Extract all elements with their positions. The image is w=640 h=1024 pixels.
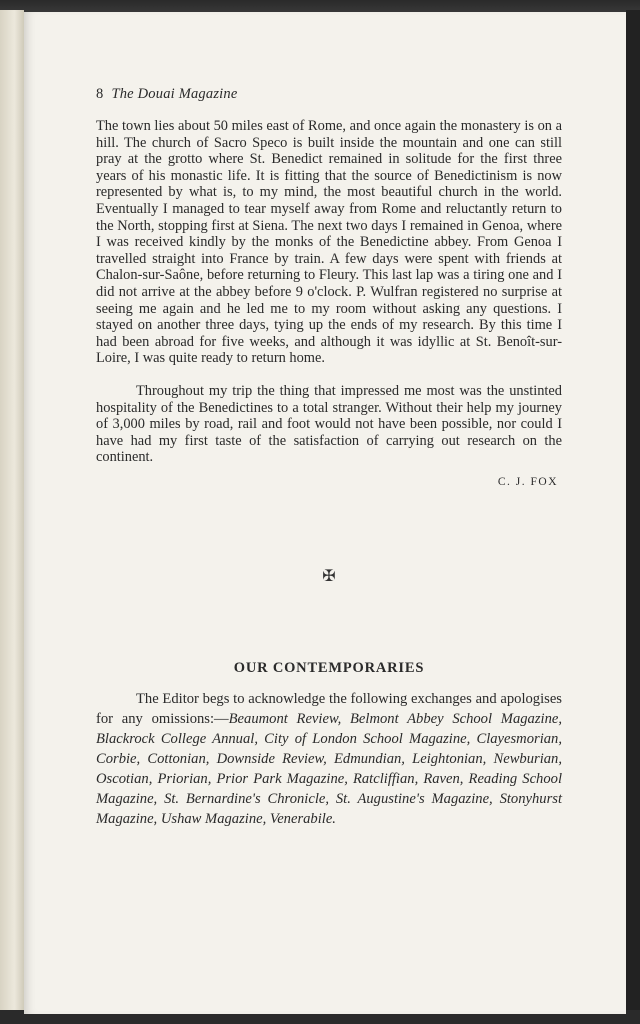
- adjacent-page-edge: [0, 10, 24, 1020]
- article-paragraph-2: Throughout my trip the thing that impressed me most was the unstinted hospitality of the Benedictines to a total stranger. Without their help my journey of 3,000 miles by road, rail and foot would not have been possible, nor could I have had my first taste of the satisfaction of carrying out research on the continent.: [96, 382, 562, 466]
- contemporaries-paragraph: [96, 689, 562, 829]
- article-paragraph-1: The town lies about 50 miles east of Rome, and once again the monastery is on a hill. The church of Sacro Speco is built inside the mountain and one can still pray at the grotto where St. Benedict remained in solitude for the first three years of his monastic life. It is fitting that the source of Benedictinism is now represented by what is, to my mind, the most beautiful church in the world. Eventually I managed to tear myself away from Rome and reluctantly return to the North, stopping first at Siena. The next two days I remained in Genoa, where I was received kindly by the monks of the Benedictine abbey. From Genoa I travelled straight into France by train. A few days were spent with friends at Chalon-sur-Saône, before returning to Fleury. This last lap was a tiring one and I did not arrive at the abbey before 9 o'clock. P. Wulfran registered no surprise at seeing me again and he led me to my room without asking any questions. I stayed on another three days, tying up the ends of my research. By this time I had been abroad for five weeks, and although it was idyllic at St. Benoît-sur-Loire, I was quite ready to return home.: [96, 118, 562, 367]
- contemporaries-intro: The Editor begs to acknowledge the following exchanges and apologises for any omissions:—: [96, 690, 562, 727]
- running-head: [96, 86, 562, 103]
- author-signature: C. J. FOX: [497, 475, 558, 488]
- contemporaries-list: Beaumont Review, Belmont Abbey School Magazine, Blackrock College Annual, City of London School Magazine, Clayesmorian, Corbie, Cottonian, Downside Review, Edmundian, Leightonian, Newburian, Oscotian, Priorian, Prior Park Magazine, Ratcliffian, Raven, Reading School Magazine, St. Bernardine's Chronicle, St. Augustine's Magazine, Stonyhurst Magazine, Ushaw Magazine, Venerabile.: [96, 710, 562, 827]
- paragraph-gap: [96, 367, 562, 383]
- page-number: 8: [96, 86, 104, 102]
- scan-edge-right: [626, 10, 640, 1024]
- section-title: OUR CONTEMPORARIES: [233, 659, 425, 676]
- contemporaries-section: [96, 689, 562, 829]
- magazine-title: The Douai Magazine: [111, 86, 238, 102]
- cross-ornament-icon: ✠: [322, 567, 336, 585]
- page-content: [96, 86, 562, 829]
